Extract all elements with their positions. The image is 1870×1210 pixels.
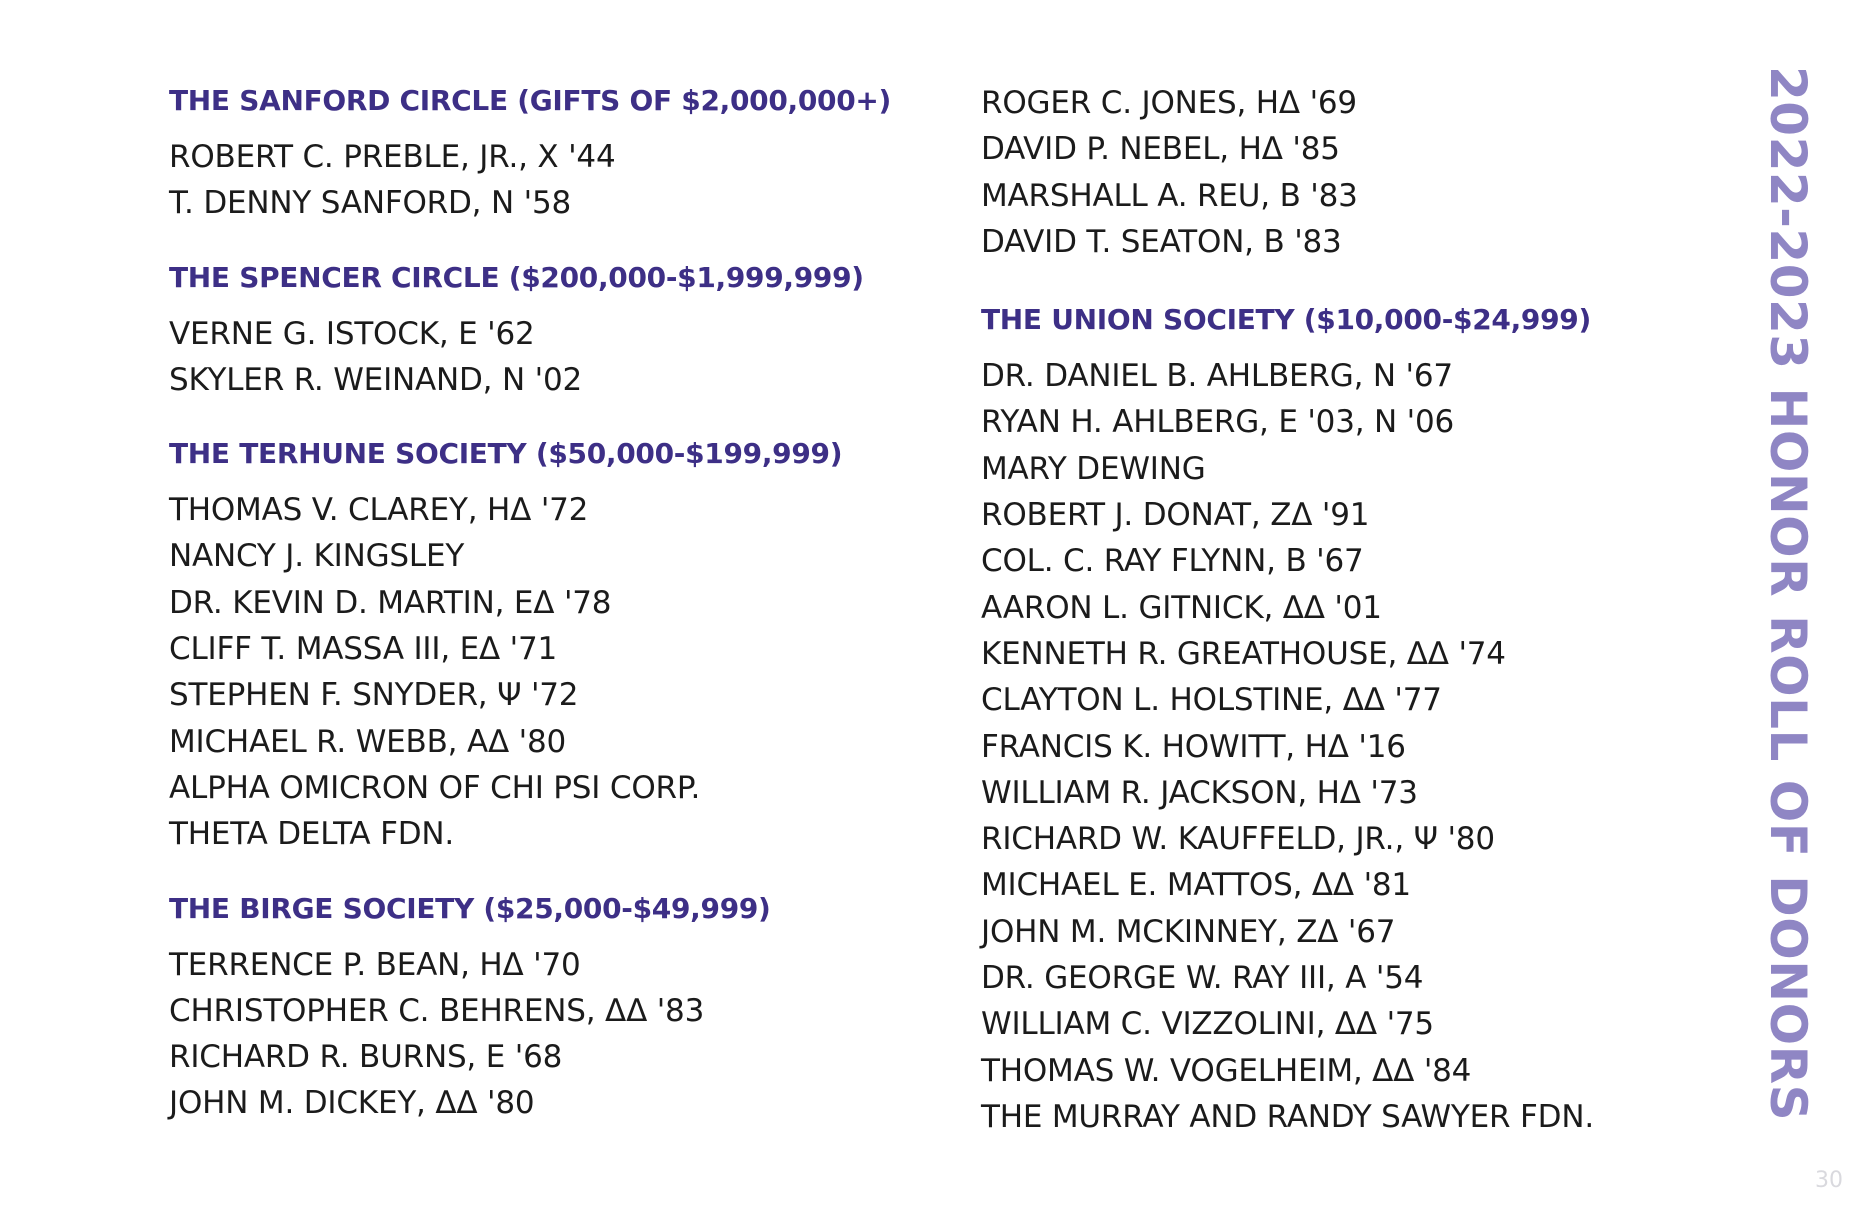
donor-name: NANCY J. KINGSLEY xyxy=(169,538,465,575)
page-number: 30 xyxy=(1815,1168,1843,1193)
donor-name: MICHAEL R. WEBB, AΔ '80 xyxy=(169,723,567,760)
donor-name: TERRENCE P. BEAN, HΔ '70 xyxy=(169,946,581,983)
donor-name: THE MURRAY AND RANDY SAWYER FDN. xyxy=(981,1098,1594,1135)
donor-name: SKYLER R. WEINAND, N '02 xyxy=(169,361,582,398)
donor-name: ROBERT J. DONAT, ZΔ '91 xyxy=(981,497,1370,534)
donor-name: ALPHA OMICRON OF CHI PSI CORP. xyxy=(169,769,701,806)
left-column xyxy=(169,80,939,1127)
donor-name: AARON L. GITNICK, ΔΔ '01 xyxy=(981,589,1382,626)
donor-name: ROGER C. JONES, HΔ '69 xyxy=(981,85,1357,121)
donor-name: MARY DEWING xyxy=(981,450,1206,487)
donor-list xyxy=(169,487,939,857)
side-title-container xyxy=(1758,66,1818,1151)
donor-name: JOHN M. DICKEY, ΔΔ '80 xyxy=(169,1085,535,1122)
donor-name: CHRISTOPHER C. BEHRENS, ΔΔ '83 xyxy=(169,992,705,1029)
section-heading: THE SANFORD CIRCLE (GIFTS OF $2,000,000+) xyxy=(169,84,892,117)
section-sanford-circle xyxy=(169,80,939,227)
donor-name: THOMAS V. CLAREY, HΔ '72 xyxy=(169,492,589,529)
donor-name: RICHARD R. BURNS, E '68 xyxy=(169,1039,563,1076)
section-terhune-society xyxy=(169,433,939,857)
donor-name: CLAYTON L. HOLSTINE, ΔΔ '77 xyxy=(981,682,1442,719)
donor-name: VERNE G. ISTOCK, E '62 xyxy=(169,315,535,352)
donor-list xyxy=(169,134,939,227)
donor-list xyxy=(981,80,1701,265)
donor-name: COL. C. RAY FLYNN, B '67 xyxy=(981,543,1364,580)
donor-name: ROBERT C. PREBLE, JR., X '44 xyxy=(169,139,616,175)
section-heading: THE BIRGE SOCIETY ($25,000-$49,999) xyxy=(169,891,771,925)
donor-name: RICHARD W. KAUFFELD, JR., Ψ '80 xyxy=(981,821,1495,858)
donor-name: KENNETH R. GREATHOUSE, ΔΔ '74 xyxy=(981,635,1506,672)
donor-name: CLIFF T. MASSA III, EΔ '71 xyxy=(169,631,558,668)
section-birge-society xyxy=(169,888,939,1127)
donor-list xyxy=(169,942,939,1127)
right-column xyxy=(981,80,1701,1140)
donor-name: FRANCIS K. HOWITT, HΔ '16 xyxy=(981,728,1406,765)
donor-name: RYAN H. AHLBERG, E '03, N '06 xyxy=(981,404,1455,441)
donor-name: DAVID T. SEATON, B '83 xyxy=(981,223,1342,260)
section-union-society xyxy=(981,299,1701,1140)
donor-name: WILLIAM C. VIZZOLINI, ΔΔ '75 xyxy=(981,1006,1434,1043)
donor-name: MARSHALL A. REU, B '83 xyxy=(981,177,1358,214)
donor-name: DR. KEVIN D. MARTIN, EΔ '78 xyxy=(169,584,612,621)
donor-name: THETA DELTA FDN. xyxy=(169,816,455,853)
donor-name: THOMAS W. VOGELHEIM, ΔΔ '84 xyxy=(981,1052,1472,1089)
section-spencer-circle xyxy=(169,257,939,404)
section-heading: THE UNION SOCIETY ($10,000-$24,999) xyxy=(981,303,1591,337)
section-birge-society-continued xyxy=(981,80,1701,265)
donor-list xyxy=(981,353,1701,1140)
side-title: 2022-2023 HONOR ROLL OF DONORS xyxy=(1759,66,1817,1122)
donor-name: DAVID P. NEBEL, HΔ '85 xyxy=(981,131,1340,168)
donor-list xyxy=(169,311,939,404)
donor-name: JOHN M. MCKINNEY, ZΔ '67 xyxy=(981,913,1396,950)
donor-name: DR. DANIEL B. AHLBERG, N '67 xyxy=(981,358,1453,395)
section-heading: THE SPENCER CIRCLE ($200,000-$1,999,999) xyxy=(169,260,864,294)
donor-name: DR. GEORGE W. RAY III, A '54 xyxy=(981,960,1424,997)
section-heading: THE TERHUNE SOCIETY ($50,000-$199,999) xyxy=(169,437,843,471)
donor-name: T. DENNY SANFORD, N '58 xyxy=(169,185,572,222)
donor-name: MICHAEL E. MATTOS, ΔΔ '81 xyxy=(981,867,1411,904)
donor-name: STEPHEN F. SNYDER, Ψ '72 xyxy=(169,677,579,714)
donor-name: WILLIAM R. JACKSON, HΔ '73 xyxy=(981,774,1418,811)
